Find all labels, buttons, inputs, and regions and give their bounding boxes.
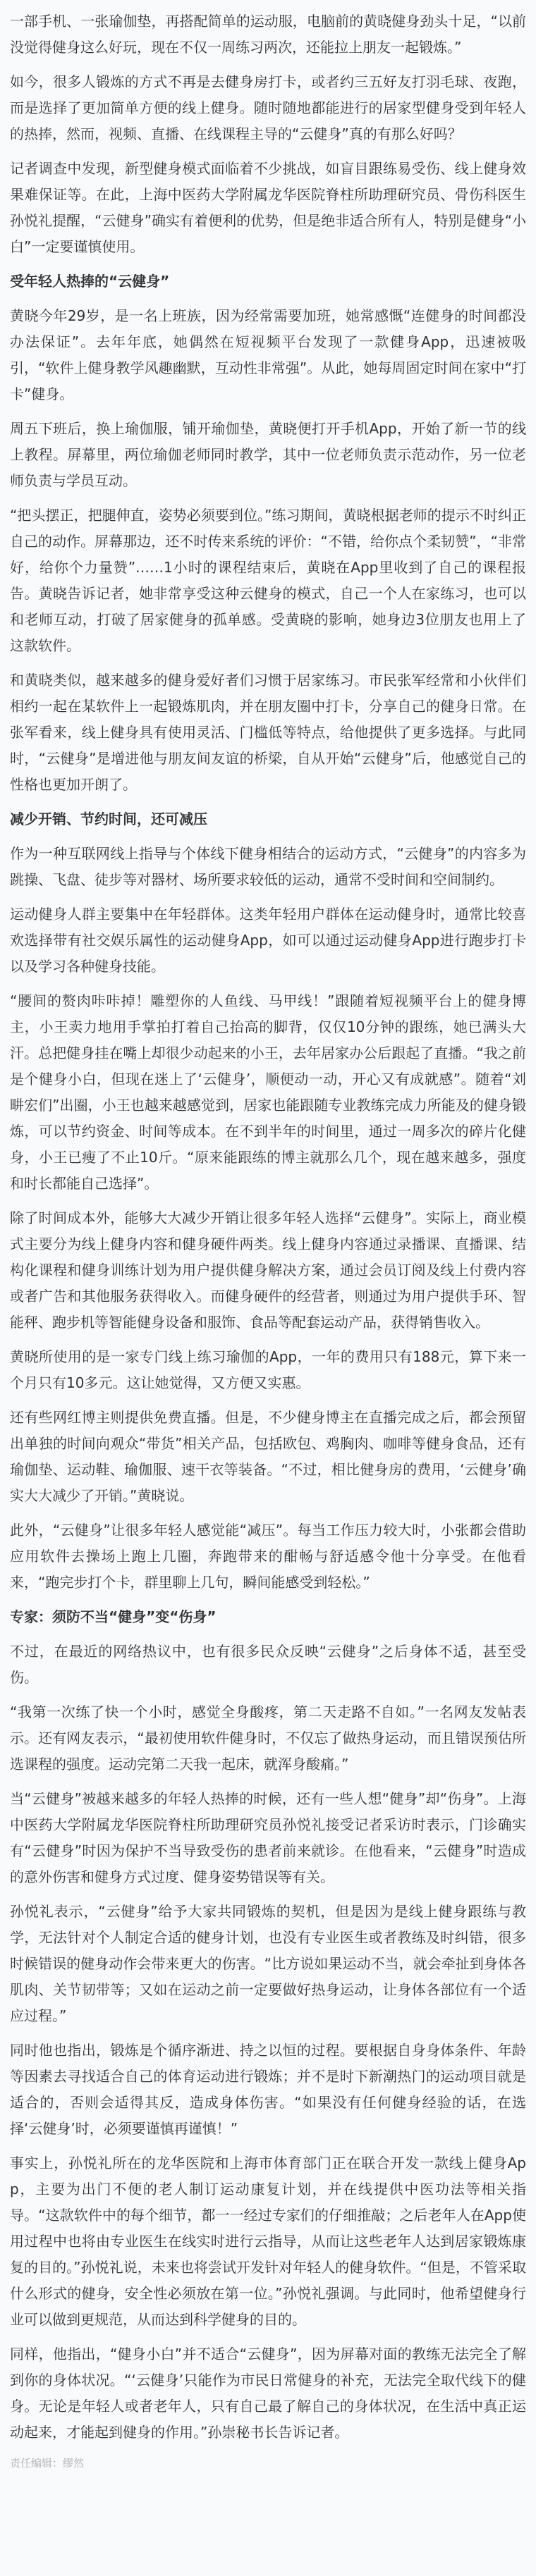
editor-credit: 责任编辑：缪然 (10, 2457, 85, 2470)
section-heading: 减少开销、节约时间，还可减压 (10, 811, 207, 827)
paragraph: 黄晓今年29岁，是一名上班族，因为经常需要加班，她常感慨“连健身的时间都没办法保证”。去年年底，她偶然在短视频平台发现了一款健身App，迅速被吸引，“软件上健身教学风趣幽默，互动性非常强”。从此，她每周固定时间在家中“打卡”健身。 (10, 307, 526, 402)
paragraph: “腰间的赘肉咔咔掉！雕塑你的人鱼线、马甲线！”跟随着短视频平台上的健身博主，小王卖力地用手掌拍打着自己抬高的脚背，仅仅10分钟的跟练，她已满头大汗。总把健身挂在嘴上却很少动起来的小王，去年居家办公后跟起了直播。“我之前是个健身小白，但现在迷上了‘云健身’，顺便动一动，开心又有成就感”。随着“刘畊宏们”出圈，小王也越来越感觉到，居家也能跟随专业教练完成力所能及的健身锻炼，可以节约资金、时间等成本。在不到半年的时间里，通过一周多次的碎片化健身，小王已瘦了不止10斤。“原来能跟练的博主就那么几个，现在越来越多，强度和时长都能自己选择”。 (10, 992, 526, 1192)
paragraph: 事实上，孙悦礼所在的龙华医院和上海市体育部门正在联合开发一款线上健身App，主要为出门不便的老人制订运动康复计划，并在线提供中医功法等相关指导。“这款软件中的每个细节，都一一经过专家们的仔细推敲；之后老年人在App使用过程中也将由专业医生在线实时进行云指导，从而让这些老年人达到居家锻炼康复的目的。”孙悦礼说，未来也将尝试开发针对年轻人的健身软件。“但是，不管采取什么形式的健身，安全性必须放在第一位。”孙悦礼强调。与此同时，他希望健身行业可以做到更规范，从而达到科学健身的目的。 (10, 2155, 526, 2328)
article-content (10, 8, 526, 2446)
paragraph: 黄晓所使用的是一家专门线上练习瑜伽的App，一年的费用只有188元，算下来一个月只有10多元。这让她觉得，又方便又实惠。 (10, 1348, 526, 1391)
paragraph: 不过，在最近的网络热议中，也有很多民众反映“云健身”之后身体不适，甚至受伤。 (10, 1643, 526, 1686)
paragraph: 如今，很多人锻炼的方式不再是去健身房打卡，或者约三五好友打羽毛球、夜跑，而是选择了更加简单方便的线上健身。随时随地都能进行的居家型健身受到年轻人的热捧，然而，视频、直播、在线课程主导的“云健身”真的有那么好吗？ (10, 73, 526, 142)
paragraph: “我第一次练了快一个小时，感觉全身酸疼，第二天走路不自如。”一名网友发帖表示。还有网友表示，“最初使用软件健身时，不仅忘了做热身运动，而且错误预估所选课程的强度。运动完第二天我一起床，就浑身酸痛。” (10, 1703, 526, 1773)
paragraph: 还有些网红博主则提供免费直播。但是，不少健身博主在直播完成之后，都会预留出单独的时间向观众“带货”相关产品，包括欧包、鸡胸肉、咖啡等健身食品，还有瑜伽垫、运动鞋、瑜伽服、速干衣等装备。“不过，相比健身房的费用，‘云健身’确实大大减少了开销。”黄晓说。 (10, 1409, 526, 1504)
paragraph: 同样，他指出，“健身小白”并不适合“云健身”，因为屏幕对面的教练无法完全了解到你的身体状况。“‘云健身’只能作为市民日常健身的补充，无法完全取代线下的健身。无论是年轻人或者老年人，只有自己最了解自己的身体状况，在生活中真正运动起来，才能起到健身的作用。”孙崇秘书长告诉记者。 (10, 2346, 526, 2441)
paragraph: 除了时间成本外，能够大大减少开销让很多年轻人选择“云健身”。实际上，商业模式主要分为线上健身内容和健身硬件两类。线上健身内容通过录播课、直播课、结构化课程和健身训练计划为用户提供健身解决方案，通过会员订阅及线上付费内容或者广告和其他服务获得收入。而健身硬件的经营者，则通过为用户提供手环、智能秤、跑步机等智能健身设备和服饰、食品等配套运动产品，获得销售收入。 (10, 1209, 526, 1331)
paragraph: 运动健身人群主要集中在年轻群体。这类年轻用户群体在运动健身时，通常比较喜欢选择带有社交娱乐属性的运动健身App，如可以通过运动健身App进行跑步打卡以及学习各种健身技能。 (10, 906, 526, 975)
paragraph: 同时他也指出，锻炼是个循序渐进、持之以恒的过程。要根据自身身体条件、年龄等因素去寻找适合自己的体育运动进行锻炼；并不是时下新潮热门的运动项目就是适合的，否则会适得其反，造成身体伤害。“如果没有任何健身经验的话，在选择‘云健身’时，必须要谨慎再谨慎！” (10, 2042, 526, 2137)
section-heading: 受年轻人热捧的“云健身” (10, 273, 170, 290)
paragraph: 作为一种互联网线上指导与个体线下健身相结合的运动方式，“云健身”的内容多为跳操、飞盘、徒步等对器材、场所要求较低的运动，通常不受时间和空间制约。 (10, 845, 526, 888)
paragraph: “把头摆正，把腿伸直，姿势必须要到位。”练习期间，黄晓根据老师的提示不时纠正自己的动作。屏幕那边，还不时传来系统的评价：“不错，给你点个柔韧赞”，“非常好，给你个力量赞”……1小时的课程结束后，黄晓在App里收到了自己的课程报告。黄晓告诉记者，她非常享受这种云健身的模式，自己一个人在家练习，也可以和老师互动，打破了居家健身的孤单感。受黄晓的影响，她身边3位朋友也用上了这款软件。 (10, 507, 526, 654)
paragraph: 记者调查中发现，新型健身模式面临着不少挑战，如盲目跟练易受伤、线上健身效果难保证等。在此，上海中医药大学附属龙华医院脊柱所助理研究员、骨伤科医生孙悦礼提醒，“云健身”确实有着便利的优势，但是绝非适合所有人，特别是健身“小白”一定要谨慎使用。 (10, 160, 526, 255)
section-heading: 专家：须防不当“健身”变“伤身” (10, 1608, 217, 1625)
paragraph: 和黄晓类似，越来越多的健身爱好者们习惯于居家练习。市民张军经常和小伙伴们相约一起在某软件上一起锻炼肌肉，并在朋友圈中打卡，分享自己的健身日常。在张军看来，线上健身具有使用灵活、门槛低等特点，给他提供了更多选择。与此同时，“云健身”是增进他与朋友间友谊的桥梁，自从开始“云健身”后，他感觉自己的性格也更加开朗了。 (10, 672, 526, 793)
paragraph: 此外，“云健身”让很多年轻人感觉能“减压”。每当工作压力较大时，小张都会借助应用软件去操场上跑上几圈，奔跑带来的酣畅与舒适感令他十分享受。在他看来，“跑完步打个卡，群里聊上几句，瞬间能感受到轻松。” (10, 1522, 526, 1591)
paragraph: 周五下班后，换上瑜伽服，铺开瑜伽垫，黄晓便打开手机App，开始了新一节的线上教程。屏幕里，两位瑜伽老师同时教学，其中一位老师负责示范动作，另一位老师负责与学员互动。 (10, 420, 526, 489)
paragraph: 一部手机、一张瑜伽垫，再搭配简单的运动服，电脑前的黄晓健身劲头十足，“以前没觉得健身这么好玩，现在不仅一周练习两次，还能拉上朋友一起锻炼。” (10, 13, 526, 56)
paragraph: 当“云健身”被越来越多的年轻人热捧的时候，还有一些人想“健身”却“伤身”。上海中医药大学附属龙华医院脊柱所助理研究员孙悦礼接受记者采访时表示，门诊确实有“云健身”时因为保护不当导致受伤的患者前来就诊。在他看来，“云健身”时造成的意外伤害和健身方式过度、健身姿势错误等有关。 (10, 1790, 526, 1885)
paragraph: 孙悦礼表示，“云健身”给予大家共同锻炼的契机，但是因为是线上健身跟练与教学，无法针对个人制定合适的健身计划，也没有专业医生或者教练及时纠错，很多时候错误的健身动作会带来更大的伤害。“比方说如果运动不当，就会牵扯到身体各肌肉、关节韧带等；又如在运动之前一定要做好热身运动，让身体各部位有一个适应过程。” (10, 1903, 526, 2024)
